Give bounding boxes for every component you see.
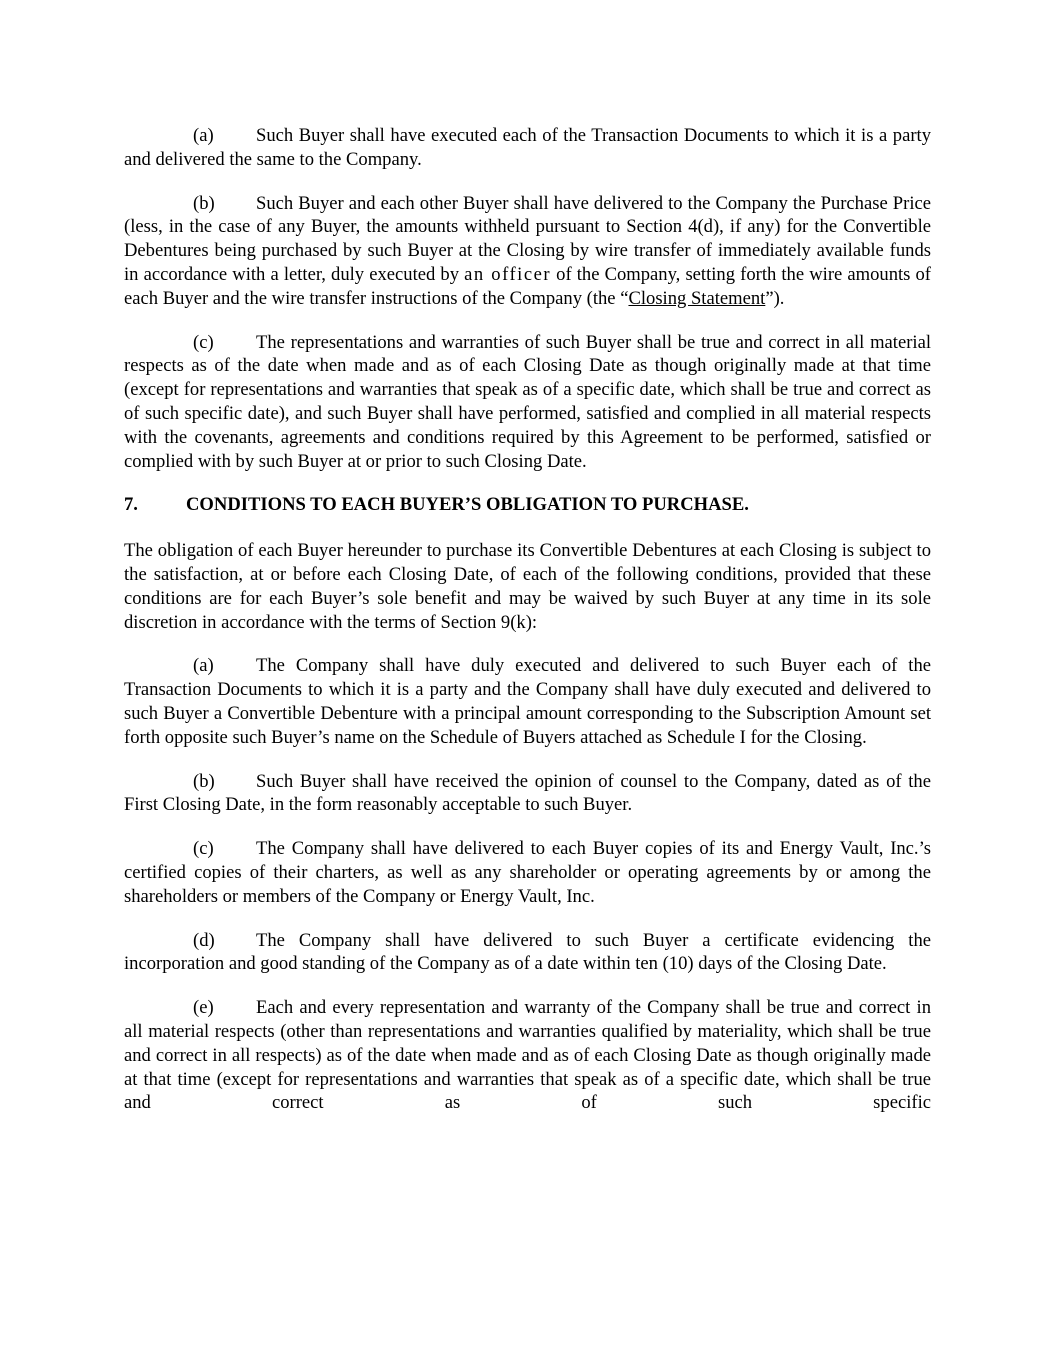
document-page <box>124 124 931 1135</box>
item-label: (b) <box>193 770 215 792</box>
paragraph-7b <box>124 770 931 818</box>
paragraph-text: Such Buyer shall have received the opinion of counsel to the Company, dated as of the First Closing Date, in the form reasonably acceptable to such Buyer. <box>124 770 931 816</box>
paragraph-text: The Company shall have delivered to each Buyer copies of its and Energy Vault, Inc.’s certified copies of their charters, as well as any shareholder or operating agreements by or among the shareholders or members of the Company or Energy Vault, Inc. <box>124 838 931 907</box>
item-label: (a) <box>193 655 214 677</box>
section-heading-7 <box>124 493 931 517</box>
item-label: (b) <box>193 192 215 214</box>
section-7-intro: The obligation of each Buyer hereunder to purchase its Convertible Debentures at each Closing is subject to the satisfaction, at or before each Closing Date, of each of the following conditions, provided that these conditions are for each Buyer’s sole benefit and may be waived by such Buyer at any time in its sole discretion in accordance with the terms of Section 9(k): <box>124 540 931 633</box>
item-label: (e) <box>193 997 214 1019</box>
item-label: (d) <box>193 929 215 951</box>
section-number: 7. <box>124 494 138 516</box>
paragraph-text: of the Company, setting forth the wire amounts of each Buyer and the wire transfer instructions of the Company (the “ <box>124 263 931 309</box>
paragraph-text: The Company shall have delivered to such Buyer a certificate evidencing the incorporation and good standing of the Company as of a date within ten (10) days of the Closing Date. <box>124 929 931 975</box>
section-title: CONDITIONS TO EACH BUYER’S OBLIGATION TO PURCHASE. <box>186 494 749 516</box>
paragraph-6c <box>124 331 931 474</box>
paragraph-text: The representations and warranties of such Buyer shall be true and correct in all material respects as of the date when made and as of each Closing Date as though originally made at that time (except for representations and warranties that speak as of a specific date, which shall be true and correct as of such specific date), and such Buyer shall have performed, satisfied and complied in all material respects with the covenants, agreements and conditions required by this Agreement to be performed, satisfied or complied with by such Buyer at or prior to such Closing Date. <box>124 331 931 472</box>
item-label: (c) <box>193 331 214 353</box>
paragraph-text: ”). <box>765 287 785 309</box>
paragraph-7e <box>124 996 931 1115</box>
paragraph-7c <box>124 837 931 908</box>
spaced-text: an officer <box>464 263 552 285</box>
item-label: (c) <box>193 838 214 860</box>
item-label: (a) <box>193 125 214 146</box>
paragraph-text: Such Buyer and each other Buyer shall have delivered to the Company the Purchase Price (less, in the case of any Buyer, the amounts withheld pursuant to Section 4(d), if any) for the Convertible Debentures being purchased by such Buyer at the Closing by wire transfer of immediately available funds in accordance with a letter, duly executed by <box>124 192 931 285</box>
paragraph-6a <box>124 124 931 172</box>
paragraph-7d <box>124 929 931 977</box>
paragraph-text: The Company shall have duly executed and delivered to such Buyer each of the Transaction Documents to which it is a party and the Company shall have duly executed and delivered to such Buyer a Convertible Debenture with a principal amount corresponding to the Subscription Amount set forth opposite such Buyer’s name on the Schedule of Buyers attached as Schedule I for the Closing. <box>124 655 931 748</box>
paragraph-text: Such Buyer shall have executed each of the Transaction Documents to which it is a party and delivered the same to the Company. <box>124 125 931 170</box>
paragraph-6b <box>124 192 931 311</box>
paragraph-7a <box>124 654 931 749</box>
paragraph-text: Each and every representation and warranty of the Company shall be true and correct in all material respects (other than representations and warranties qualified by materiality, which shall be true and correct in all respects) as of the date when made and as of each Closing Date as though originally made at that time (except for representations and warranties that speak as of a specific date, which shall be true and correct as of such specific <box>124 997 931 1114</box>
defined-term-closing-statement: Closing Statement <box>628 287 766 309</box>
